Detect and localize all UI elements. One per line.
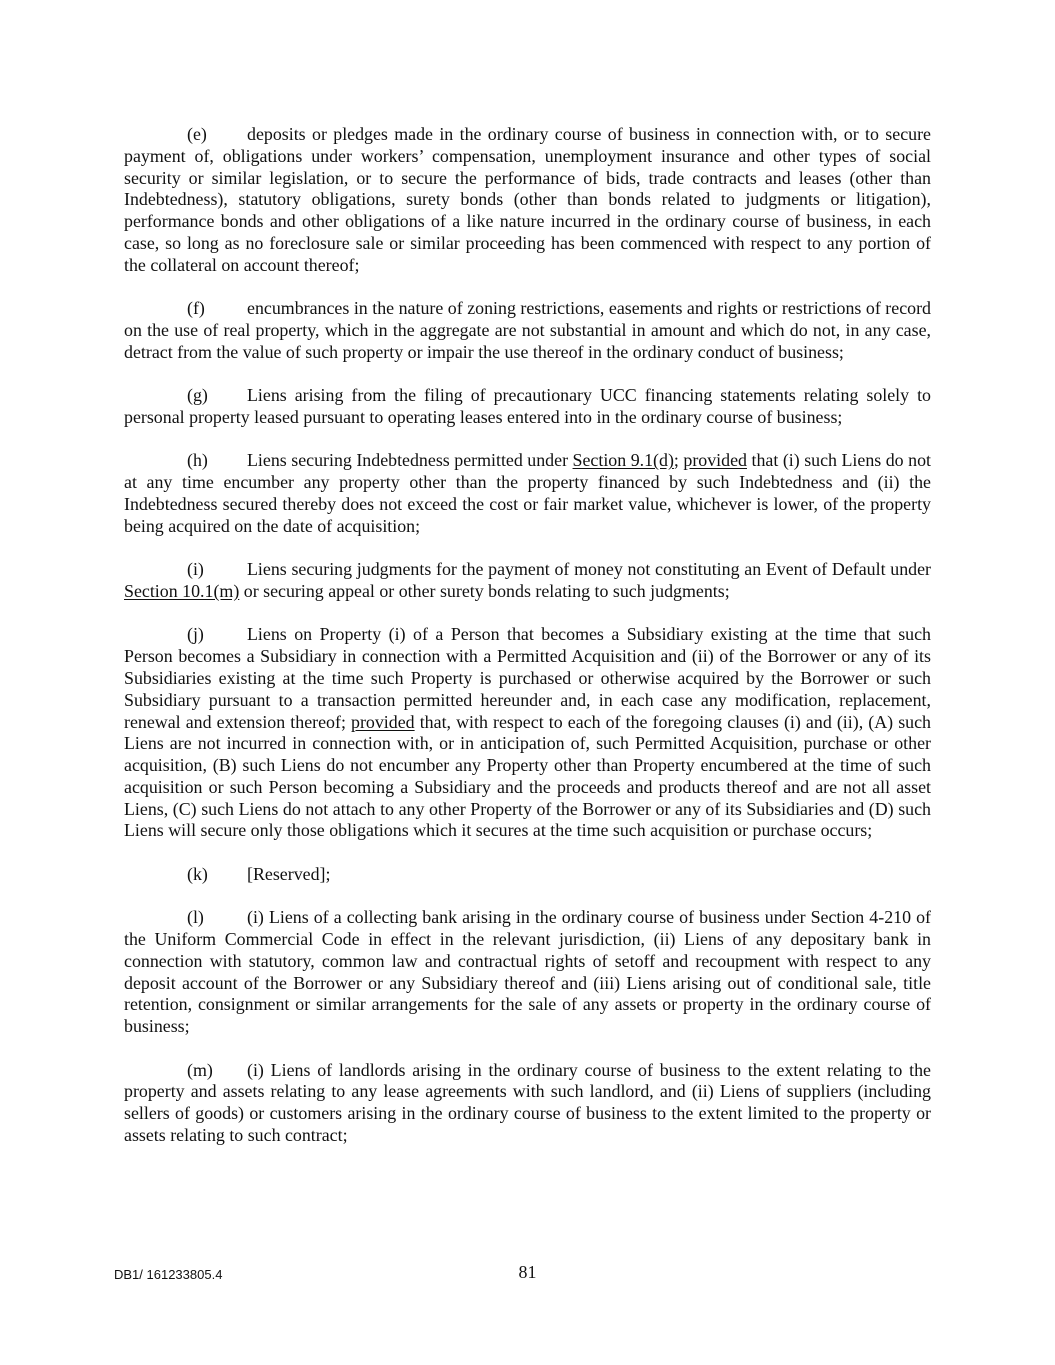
clause-label: (h) xyxy=(187,450,208,471)
page-number: 81 xyxy=(518,1262,537,1282)
clause-text-post: that (i) such Liens do not at any time encumber any property other than the property financed by such Indebtedness and (ii) the Indebtedness secured thereby does not exceed the cost or fair market value, whichever is lower, of the property being acquired on the date of acquisition; xyxy=(124,450,931,536)
clause-e xyxy=(124,124,931,277)
clause-j xyxy=(124,624,931,842)
clause-text-post: or securing appeal or other surety bonds relating to such judgments; xyxy=(239,580,730,601)
clause-text-pre: Liens securing judgments for the payment of money not constituting an Event of Default under xyxy=(247,559,931,580)
provided-term: provided xyxy=(351,711,415,732)
section-reference-link: Section 9.1(d) xyxy=(572,450,674,471)
clause-label: (e) xyxy=(187,124,207,144)
clause-text: Liens arising from the filing of precautionary UCC financing statements relating solely to personal property leased pursuant to operating leases entered into in the ordinary course of business; xyxy=(124,385,931,427)
clause-g xyxy=(124,385,931,429)
clause-text: [Reserved]; xyxy=(247,863,331,884)
provided-term: provided xyxy=(683,450,747,471)
document-body xyxy=(124,124,931,1168)
clause-text: (i) Liens of landlords arising in the ordinary course of business to the extent relating to the property and assets relating to any lease agreements with such landlord, and (ii) Liens of suppliers (including sellers of goods) or customers arising in the ordinary course of business to the extent limited to the property or assets relating to such contract; xyxy=(124,1059,931,1146)
clause-text: deposits or pledges made in the ordinary course of business in connection with, or to secure payment of, obligations under workers’ compensation, unemployment insurance and other types of social security or similar legislation, or to secure the performance of bids, trade contracts and leases (other than Indebtedness), statutory obligations, surety bonds (other than bonds related to judgments or litigation), performance bonds and other obligations of a like nature incurred in the ordinary course of business, in each case, so long as no foreclosure sale or similar proceeding has been commenced with respect to any portion of the collateral on account thereof; xyxy=(124,124,931,275)
clause-label: (g) xyxy=(187,385,208,406)
clause-text-post: that, with respect to each of the foregoing clauses (i) and (ii), (A) such Liens are not incurred in connection with, or in anticipation of, such Permitted Acquisition, purchase or other acquisition, (B) such Liens do not encumber any Property other than Property encumbered at the time of such acquisition or such Person becoming a Subsidiary and the proceeds and products thereof and are not all asset Liens, (C) such Liens do not attach to any other Property of the Borrower or any of its Subsidiaries and (D) such Liens will secure only those obligations which it secures at the time such acquisition or purchase occurs; xyxy=(124,711,931,841)
clause-l xyxy=(124,907,931,1038)
clause-label: (j) xyxy=(187,624,204,645)
section-reference-link: Section 10.1(m) xyxy=(124,580,240,601)
clause-label: (m) xyxy=(187,1059,213,1080)
clause-label: (i) xyxy=(187,559,204,580)
clause-label: (l) xyxy=(187,907,204,928)
clause-text: (i) Liens of a collecting bank arising in the ordinary course of business under Section 4-210 of the Uniform Commercial Code in effect in the relevant jurisdiction, (ii) Liens of any depositary bank in connection with statutory, common law and contractual rights of setoff and recoupment with respect to any deposit account of the Borrower or any Subsidiary thereof and (iii) Liens arising out of conditional sale, title retention, consignment or similar arrangements for the sale of any assets or property in the ordinary course of business; xyxy=(124,907,931,1037)
clause-text-pre: Liens on Property (i) of a Person that becomes a Subsidiary existing at the time that such Person becomes a Subsidiary in connection with a Permitted Acquisition and (ii) of the Borrower or any of its Subsidiaries existing at the time such Property is purchased or otherwise acquired by the Borrower or such Subsidiary pursuant to a transaction permitted hereunder and, in each case any modification, replacement, renewal and extension thereof; xyxy=(124,624,931,732)
clause-f xyxy=(124,298,931,363)
clause-h xyxy=(124,450,931,537)
clause-i xyxy=(124,559,931,603)
clause-label: (f) xyxy=(187,298,205,319)
clause-text-mid: ; xyxy=(673,450,684,471)
clause-k xyxy=(124,864,931,886)
clause-m xyxy=(124,1060,931,1147)
clause-text-pre: Liens securing Indebtedness permitted under xyxy=(247,450,573,471)
document-id: DB1/ 161233805.4 xyxy=(114,1267,223,1282)
clause-text: encumbrances in the nature of zoning restrictions, easements and rights or restrictions of record on the use of real property, which in the aggregate are not substantial in amount and which do not, in any case, detract from the value of such property or impair the use thereof in the ordinary conduct of business; xyxy=(124,298,931,362)
clause-label: (k) xyxy=(187,863,208,884)
